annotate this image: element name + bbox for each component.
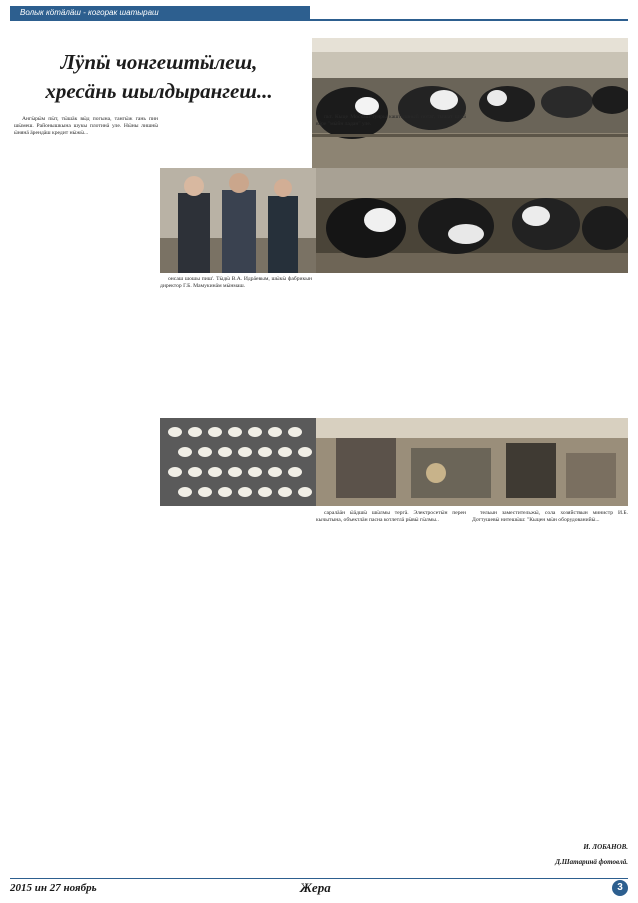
photo-meeting: [160, 168, 316, 273]
article-column-5: [472, 510, 628, 840]
article-column-4: [316, 510, 466, 872]
article-column-1: [14, 116, 158, 872]
article-paragraph: пьт. Кыце Москаш тунры каштышный потат, тышат цилӓ вӓре "мӹйн ладан" уле.: [316, 114, 466, 128]
author-signature: И. ЛОБАНОВ.: [583, 843, 628, 851]
article-column-3: [316, 114, 466, 164]
section-header-bar: [10, 6, 628, 21]
headline-line-1: Лӱпӹ чонгештӹлеш,: [60, 50, 258, 74]
article-paragraph: тельын заместительжӹ, сола хозяйствын министр И.Б. Доттушевӹ нитешӹш: "Кыцен мӹн оборудованийӹ...: [472, 510, 628, 524]
photo-eggs-conveyor: [160, 418, 316, 506]
headline-line-2: хресӓнь шылдырангеш...: [45, 79, 273, 103]
photo-factory-equipment: [316, 418, 628, 506]
article-paragraph: Ӓнгӹрӹм пӹт, тӹшӓк вӹд погына, тангӹж гань пин шӹмеш. Районышкына шукы плотинӓ уле. Нӹны лишнӹ ӹнянӓ ӓрендӓш кредит нӹжӹ...: [14, 116, 158, 137]
photo-credit: Д.Шатаринӓ фотовлӓ.: [555, 858, 628, 866]
page-number: 3: [612, 880, 628, 896]
page-footer: [10, 878, 628, 897]
article-paragraph: саралӓӓн ӹӓдшӹ шӹлмы тергӓ. Электросетӹн перен кычытына, объектлӓн пасна котлетлӓ рӹвӹ гӹлмы..: [316, 510, 466, 524]
newspaper-logo: Жера: [300, 880, 331, 895]
article-headline: [14, 48, 304, 106]
issue-date: 2015 ин 27 ноябрь: [10, 882, 97, 894]
article-column-2: [160, 276, 312, 414]
section-title: Волык кӧтӓлӓш - когорак шатыраш: [10, 6, 310, 19]
article-paragraph: онсаш шошы пиш'. Тӹдӹ В.А. Идрӓевым, шӹкӹ фабрикын директор Г.Б. Мамукинӓм мӹнмаш.: [160, 276, 312, 290]
photo-cows-closeup: [316, 168, 628, 273]
